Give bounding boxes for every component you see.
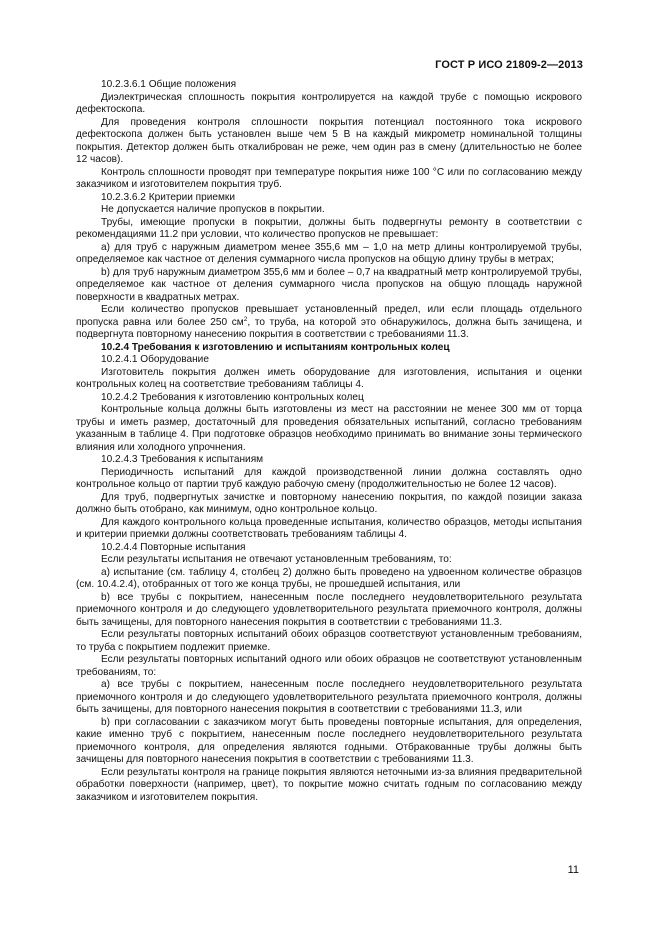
paragraph: Для труб, подвергнутых зачистке и повторному нанесению покрытия, по каждой позиции заказа должно быть отобрано, как минимум, одно контрольное кольцо. <box>76 491 582 515</box>
list-item: b) при согласовании с заказчиком могут быть проведены повторные испытания, для определения, какие именно труб с покрытием, нанесенным после последнего неудовлетворительного результата приемочного контроля, для определения являются годными. Отбракованные трубы должны быть зачищены для повторного нанесения покрытия в соответствии с требованиями 11.3. <box>76 716 582 765</box>
section-heading: 10.2.3.6.2 Критерии приемки <box>101 191 235 203</box>
paragraph-text: , то труба, на которой это обнаружилось, должна быть зачищена, и подвергнута повторному нанесению покрытия в соответствии с требованиями 11.3. <box>76 316 582 340</box>
paragraph: Если результаты повторных испытаний обоих образцов соответствуют установленным требованиям, то труба с покрытием подлежит приемке. <box>76 629 582 653</box>
paragraph: Если результаты контроля на границе покрытия являются неточными из-за влияния предварительной обработки поверхности (например, цвет), то покрытие можно считать годным по согласованию между заказчиком и изготовителем покрытия. <box>76 766 582 803</box>
page-number: 11 <box>567 864 579 876</box>
list-item: а) испытание (см. таблицу 4, столбец 2) должно быть проведено на удвоенном количестве образцов (см. 10.4.2.4), отобранных от того же конца трубы, не прошедшей испытания, или <box>76 566 582 590</box>
paragraph <box>76 304 582 342</box>
paragraph: Для каждого контрольного кольца проведенные испытания, количество образцов, методы испытания и критерии приемки должны соответствовать требованиям таблицы 4. <box>76 516 582 540</box>
paragraph: Изготовитель покрытия должен иметь оборудование для изготовления, испытания и оценки контрольных колец на соответствие требованиям таблицы 4. <box>76 366 582 390</box>
paragraph: Периодичность испытаний для каждой производственной линии должна составлять одно контрольное кольцо от партии труб каждую рабочую смену (продолжительностью не более 12 часов). <box>76 466 582 490</box>
section-heading-bold: 10.2.4 Требования к изготовлению и испытаниям контрольных колец <box>101 341 450 353</box>
paragraph: Диэлектрическая сплошность покрытия контролируется на каждой трубе с помощью искрового дефектоскопа. <box>76 91 582 115</box>
list-item: b) для труб наружным диаметром 355,6 мм и более – 0,7 на квадратный метр контролируемой трубы, определяемое как частное от деления суммарного числа пропусков на общую площадь наружной поверхности в квадратных метрах. <box>76 266 582 303</box>
paragraph: Контрольные кольца должны быть изготовлены из мест на расстоянии не менее 300 мм от торца трубы и иметь размер, достаточный для проведения обязательных испытаний, согласно требованиям указанным в таблице 4. При подготовке образцов необходимо принимать во внимание зоны термического влияния или холодного упрочнения. <box>76 404 582 453</box>
section-heading: 10.2.4.3 Требования к испытаниям <box>101 454 264 465</box>
section-heading: 10.2.4.4 Повторные испытания <box>101 541 246 553</box>
section-heading: 10.2.3.6.1 Общие положения <box>101 79 237 90</box>
list-item: а) все трубы с покрытием, нанесенным после последнего неудовлетворительного результата приемочного контроля и до следующего удовлетворительного результата приемочного контроля, должны быть зачищены, для повторного нанесения покрытия в соответствии с требованиями 11.3, или <box>76 679 582 715</box>
superscript: 2 <box>243 315 248 323</box>
page-body <box>76 79 582 804</box>
section-heading: 10.2.4.2 Требования к изготовлению контрольных колец <box>101 391 364 403</box>
paragraph: Трубы, имеющие пропуски в покрытии, должны быть подвергнуты ремонту в соответствии с рекомендациями 11.2 при условии, что количество пропусков не превышает: <box>76 216 582 240</box>
paragraph: Не допускается наличие пропусков в покрытии. <box>101 204 325 215</box>
paragraph-text: Если количество пропусков превышает установленный предел, или если площадь отдельного пропуска равна или более 250 см <box>76 304 582 328</box>
paragraph: Контроль сплошности проводят при температуре покрытия ниже 100 °С или по согласованию между заказчиком и изготовителем покрытия труб. <box>76 166 582 190</box>
standard-designation: ГОСТ Р ИСО 21809-2—2013 <box>435 59 583 71</box>
list-item: b) все трубы с покрытием, нанесенным после последнего неудовлетворительного результата приемочного контроля и до следующего удовлетворительного результата приемочного контроля, должны быть зачищены, для повторного нанесения покрытия в соответствии с требованиями 11.3. <box>76 591 582 628</box>
paragraph: Если результаты повторных испытаний одного или обоих образцов не соответствуют установленным требованиям, то: <box>76 654 582 678</box>
list-item: а) для труб с наружным диаметром менее 355,6 мм – 1,0 на метр длины контролируемой трубы, определяемое как частное от деления суммарного числа пропусков на общую длину трубы в метрах; <box>76 241 582 265</box>
section-heading: 10.2.4.1 Оборудование <box>101 354 209 365</box>
paragraph: Для проведения контроля сплошности покрытия потенциал постоянного тока искрового дефектоскопа должен быть установлен выше чем 5 В на каждый микрометр номинальной толщины покрытия. Детектор должен быть откалиброван не реже, чем один раз в смену (длительностью не более 12 часов). <box>76 116 582 165</box>
paragraph: Если результаты испытания не отвечают установленным требованиям, то: <box>101 554 452 565</box>
